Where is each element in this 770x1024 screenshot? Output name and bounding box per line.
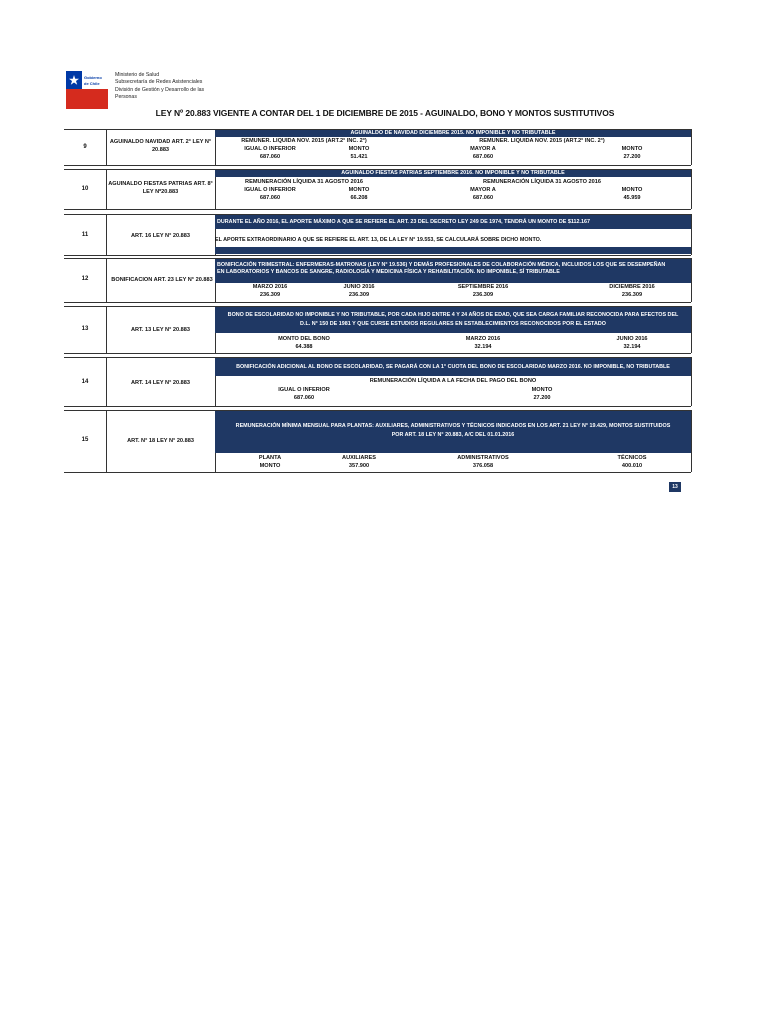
section-bar: AGUINALDO DE NAVIDAD DICIEMBRE 2015. NO IMPONIBLE Y NO TRIBUTABLE	[215, 130, 691, 137]
row-border	[64, 472, 691, 473]
cell-value: 51.421	[350, 154, 368, 160]
group-header: REMUNER. LIQUIDA NOV. 2015 (ART.2° INC. 2°)	[241, 138, 367, 144]
cell-value: MONTO	[259, 463, 281, 469]
row-label: ART. 16 LEY N° 20.883	[130, 233, 191, 239]
column-header: IGUAL O INFERIOR	[244, 146, 296, 152]
cell-value: 687.060	[293, 395, 315, 401]
page-title: LEY Nº 20.883 VIGENTE A CONTAR DEL 1 DE DICIEMBRE DE 2015 - AGUINALDO, BONO Y MONTOS SUSTITUTIVOS	[155, 108, 615, 118]
cell-value: 687.060	[472, 154, 494, 160]
column-header: MONTO	[621, 146, 643, 152]
column-divider	[691, 306, 692, 353]
row-number: 12	[81, 276, 89, 282]
cell-value: 27.200	[533, 395, 551, 401]
column-header: DICIEMBRE 2016	[609, 284, 655, 290]
cell-value: 236.309	[472, 292, 494, 298]
column-divider	[691, 214, 692, 255]
section-bar: DURANTE EL AÑO 2016, EL APORTE MÁXIMO A QUE SE REFIERE EL ART. 23 DEL DECRETO LEY 249 DE 1974, TENDRÁ UN MONTO DE $112.167	[215, 215, 691, 229]
column-header: JUNIO 2016	[616, 336, 648, 342]
ministry-line: Personas	[115, 94, 137, 101]
row-border	[64, 406, 691, 407]
column-header: MARZO 2016	[465, 336, 501, 342]
column-divider	[691, 129, 692, 165]
row-border	[64, 209, 691, 210]
section-bar-footer	[215, 247, 691, 254]
column-header: PLANTA	[258, 455, 282, 461]
cell-value: 27.200	[623, 154, 641, 160]
row-number: 11	[81, 232, 89, 238]
column-header: MONTO	[531, 387, 553, 393]
row-label: AGUINALDO FIESTAS PATRIAS ART. 8° LEY Nº20.883	[108, 181, 213, 195]
column-header: MAYOR A	[470, 146, 496, 152]
ministry-line: Subsecretaría de Redes Asistenciales	[115, 79, 203, 86]
government-logo	[66, 71, 108, 109]
section-bar: BONIFICACIÓN TRIMESTRAL: ENFERMERAS-MATRONAS (LEY N° 19.536) Y DEMÁS PROFESIONALES DE COLABORACIÓN MÉDICA, INCLUIDOS LOS QUE SE DESEMPEÑAN EN LABORATORIOS Y BANCOS DE SANGRE, RADIOLOGÍA Y MEDICINA FÍSICA Y REHABILITACIÓN. NO IMPONIBLE, SÍ TRIBUTABLE	[215, 259, 691, 283]
column-header: MONTO DEL BONO	[278, 336, 330, 342]
column-header: ADMINISTRATIVOS	[457, 455, 509, 461]
column-header: TÉCNICOS	[617, 455, 647, 461]
row-label: BONIFICACION ART. 23 LEY N° 20.883	[111, 277, 213, 283]
section-bar: AGUINALDO FIESTAS PATRIAS SEPTIEMBRE 2016. NO IMPONIBLE Y NO TRIBUTABLE	[215, 170, 691, 177]
ministry-line: Ministerio de Salud	[115, 72, 160, 78]
column-header: MONTO	[348, 146, 370, 152]
page-number: 13	[669, 482, 681, 492]
section-bar: BONO DE ESCOLARIDAD NO IMPONIBLE Y NO TRIBUTABLE, POR CADA HIJO ENTRE 4 Y 24 AÑOS DE EDAD, QUE SEA CARGA FAMILIAR RECONOCIDA PARA EFECTOS DEL D.L. N° 150 DE 1981 Y QUE CURSE ESTUDIOS REGULARES EN ESTABLECIMIENTOS RECONOCIDOS POR EL ESTADO	[215, 307, 691, 333]
row-border	[64, 165, 691, 166]
group-header: REMUNERACIÓN LÍQUIDA 31 AGOSTO 2016	[483, 179, 601, 185]
section-bar: REMUNERACIÓN MÍNIMA MENSUAL PARA PLANTAS: AUXILIARES, ADMINISTRATIVOS Y TÉCNICOS INDICADOS EN LOS ART. 21 LEY N° 19.429, MONTOS SUSTITUIDOS POR ART. 18 LEY N° 20.883, A/C DEL 01.01.2016	[215, 411, 691, 453]
column-divider	[691, 258, 692, 302]
row-border	[64, 255, 691, 256]
cell-value: 236.309	[348, 292, 370, 298]
section-bar: BONIFICACIÓN ADICIONAL AL BONO DE ESCOLARIDAD, SE PAGARÁ CON LA 1° CUOTA DEL BONO DE ESCOLARIDAD MARZO 2016. NO IMPONIBLE, NO TRIBUTABLE	[215, 358, 691, 376]
cell-value: 64.388	[295, 344, 313, 350]
cell-value: 357.900	[348, 463, 370, 469]
cell-value: 400.010	[621, 463, 643, 469]
column-header: MONTO	[621, 187, 643, 193]
group-header: REMUNERACIÓN LÍQUIDA A LA FECHA DEL PAGO DEL BONO	[369, 378, 537, 384]
row-border	[64, 353, 691, 354]
row-label: AGUINALDO NAVIDAD ART. 2° LEY N° 20.883	[109, 139, 212, 153]
cell-value: 236.309	[259, 292, 281, 298]
svg-text:de Chile: de Chile	[84, 81, 100, 86]
cell-value: 236.309	[621, 292, 643, 298]
note-text: EL APORTE EXTRAORDINARIO A QUE SE REFIERE EL ART. 13, DE LA LEY N° 19.553, SE CALCULARÁ SOBRE DICHO MONTO.	[215, 237, 542, 243]
row-number: 14	[81, 379, 89, 385]
row-border	[64, 302, 691, 303]
ministry-header	[115, 72, 204, 102]
row-label: ART. 14 LEY N° 20.883	[130, 380, 191, 386]
cell-value: 687.060	[259, 154, 281, 160]
cell-value: 687.060	[259, 195, 281, 201]
row-number: 15	[81, 437, 89, 443]
cell-value: 32.194	[474, 344, 492, 350]
column-header: AUXILIARES	[342, 455, 376, 461]
cell-value: 45.959	[623, 195, 641, 201]
column-header: IGUAL O INFERIOR	[278, 387, 330, 393]
ministry-line: División de Gestión y Desarrollo de las	[115, 86, 205, 93]
row-label: ART. 13 LEY N° 20.883	[130, 327, 191, 333]
column-header: JUNIO 2016	[343, 284, 375, 290]
column-header: SEPTIEMBRE 2016	[457, 284, 509, 290]
row-number: 10	[81, 186, 89, 192]
column-divider	[691, 169, 692, 209]
column-header: IGUAL O INFERIOR	[244, 187, 296, 193]
cell-value: 687.060	[472, 195, 494, 201]
row-number: 9	[83, 144, 87, 150]
column-header: MARZO 2016	[252, 284, 288, 290]
cell-value: 376.058	[472, 463, 494, 469]
column-divider	[691, 357, 692, 406]
column-header: MONTO	[348, 187, 370, 193]
column-divider	[691, 410, 692, 472]
column-header: MAYOR A	[470, 187, 496, 193]
group-header: REMUNERACIÓN LÍQUIDA 31 AGOSTO 2016	[245, 179, 363, 185]
row-label: ART. N° 18 LEY N° 20.883	[127, 438, 194, 444]
group-header: REMUNER. LIQUIDA NOV. 2015 (ART.2° INC. 2°)	[479, 138, 605, 144]
row-number: 13	[81, 326, 89, 332]
cell-value: 32.194	[623, 344, 641, 350]
logo-text: Gobierno	[84, 75, 102, 80]
cell-value: 66.208	[350, 195, 368, 201]
